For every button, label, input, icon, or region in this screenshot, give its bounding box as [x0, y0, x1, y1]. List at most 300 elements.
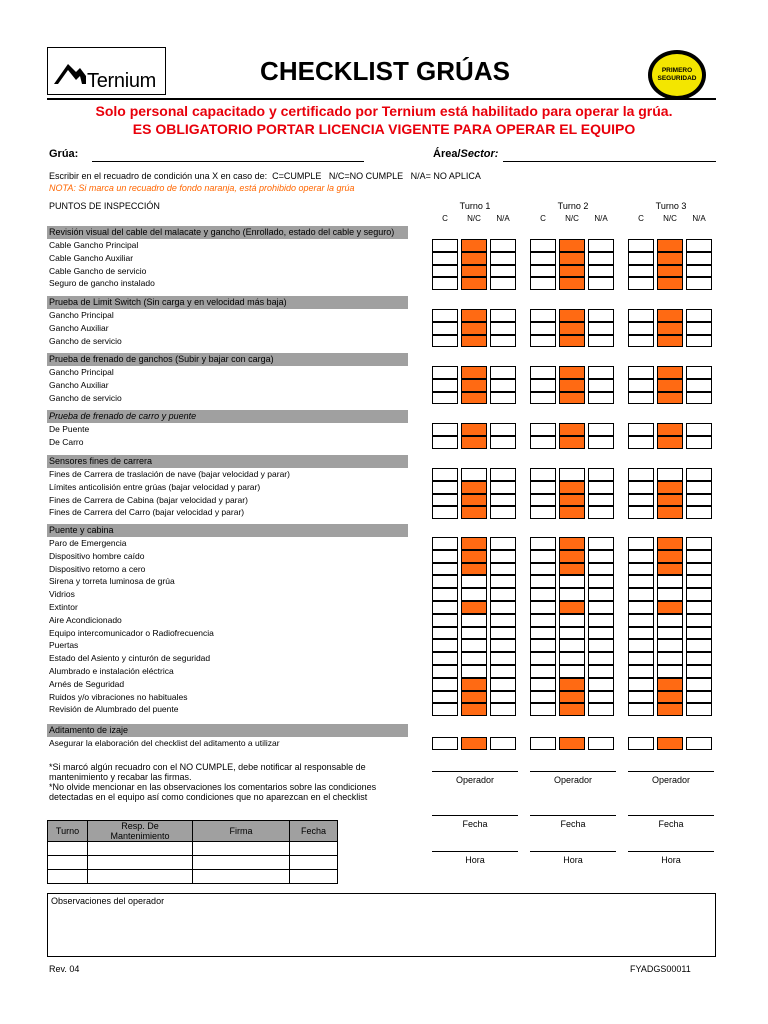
checkbox-c[interactable] [628, 563, 654, 576]
checkbox-na[interactable] [686, 309, 712, 322]
checkbox-na[interactable] [490, 252, 516, 265]
checkbox-c[interactable] [628, 588, 654, 601]
checkbox-nc[interactable] [657, 506, 683, 519]
checkbox-na[interactable] [686, 563, 712, 576]
checkbox-c[interactable] [530, 239, 556, 252]
checkbox-na[interactable] [490, 691, 516, 704]
checkbox-nc[interactable] [657, 366, 683, 379]
checkbox-c[interactable] [432, 481, 458, 494]
checkbox-na[interactable] [686, 678, 712, 691]
checkbox-na[interactable] [686, 639, 712, 652]
checkbox-nc[interactable] [657, 322, 683, 335]
checkbox-na[interactable] [490, 614, 516, 627]
checkbox-na[interactable] [490, 379, 516, 392]
checkbox-c[interactable] [628, 265, 654, 278]
checkbox-na[interactable] [490, 665, 516, 678]
checkbox-na[interactable] [490, 703, 516, 716]
checkbox-nc[interactable] [559, 678, 585, 691]
checkbox-nc[interactable] [559, 652, 585, 665]
checkbox-c[interactable] [628, 239, 654, 252]
checkbox-na[interactable] [490, 550, 516, 563]
checkbox-c[interactable] [628, 614, 654, 627]
checkbox-c[interactable] [530, 366, 556, 379]
instructions: Escribir en el recuadro de condición una X en caso de: C=CUMPLE N/C=NO CUMPLE N/A= NO APLICA [49, 171, 481, 181]
checkbox-nc[interactable] [559, 665, 585, 678]
checkbox-nc[interactable] [657, 481, 683, 494]
checkbox-na[interactable] [588, 494, 614, 507]
checkbox-na[interactable] [686, 627, 712, 640]
checkbox-na[interactable] [686, 265, 712, 278]
operador-line-3[interactable] [628, 771, 714, 772]
checkbox-c[interactable] [628, 322, 654, 335]
checkbox-na[interactable] [686, 277, 712, 290]
checkbox-nc[interactable] [559, 627, 585, 640]
checkbox-na[interactable] [588, 678, 614, 691]
checkbox-na[interactable] [490, 737, 516, 750]
checkbox-c[interactable] [628, 550, 654, 563]
checkbox-c[interactable] [432, 588, 458, 601]
checkbox-c[interactable] [530, 423, 556, 436]
checkbox-na[interactable] [686, 588, 712, 601]
checkbox-c[interactable] [432, 379, 458, 392]
checkbox-nc[interactable] [461, 563, 487, 576]
badge-line2: SEGURIDAD [657, 75, 697, 82]
checkbox-nc[interactable] [461, 423, 487, 436]
checkbox-c[interactable] [628, 481, 654, 494]
checkbox-nc[interactable] [657, 309, 683, 322]
checkbox-na[interactable] [490, 575, 516, 588]
checkbox-na[interactable] [588, 379, 614, 392]
checkbox-nc[interactable] [559, 468, 585, 481]
checkbox-na[interactable] [490, 537, 516, 550]
observaciones-box[interactable] [47, 893, 716, 957]
checkbox-na[interactable] [588, 691, 614, 704]
checkbox-c[interactable] [628, 436, 654, 449]
checkbox-nc[interactable] [657, 335, 683, 348]
checkbox-nc[interactable] [461, 678, 487, 691]
checkbox-c[interactable] [530, 703, 556, 716]
checkbox-nc[interactable] [461, 392, 487, 405]
checkbox-nc[interactable] [461, 588, 487, 601]
checkbox-na[interactable] [490, 506, 516, 519]
checkbox-nc[interactable] [461, 506, 487, 519]
checkbox-na[interactable] [490, 366, 516, 379]
checkbox-nc[interactable] [657, 436, 683, 449]
fecha-line-1[interactable] [432, 815, 518, 816]
checkbox-nc[interactable] [559, 601, 585, 614]
checkbox-nc[interactable] [559, 481, 585, 494]
checkbox-nc[interactable] [657, 239, 683, 252]
checkbox-c[interactable] [432, 423, 458, 436]
checkbox-na[interactable] [588, 423, 614, 436]
checkbox-na[interactable] [686, 614, 712, 627]
checkbox-na[interactable] [490, 601, 516, 614]
checkbox-nc[interactable] [461, 665, 487, 678]
checkbox-na[interactable] [490, 588, 516, 601]
checkbox-nc[interactable] [461, 468, 487, 481]
checkbox-c[interactable] [628, 703, 654, 716]
checkbox-nc[interactable] [461, 737, 487, 750]
checkbox-c[interactable] [432, 652, 458, 665]
checkbox-na[interactable] [686, 252, 712, 265]
checkbox-c[interactable] [530, 550, 556, 563]
checkbox-nc[interactable] [559, 550, 585, 563]
checkbox-nc[interactable] [657, 379, 683, 392]
checkbox-nc[interactable] [559, 506, 585, 519]
hora-line-2[interactable] [530, 851, 616, 852]
checkbox-nc[interactable] [657, 601, 683, 614]
operador-line-1[interactable] [432, 771, 518, 772]
checkbox-nc[interactable] [461, 277, 487, 290]
checkbox-c[interactable] [530, 691, 556, 704]
checkbox-na[interactable] [490, 239, 516, 252]
checkbox-na[interactable] [490, 639, 516, 652]
checkbox-na[interactable] [490, 309, 516, 322]
checkbox-na[interactable] [588, 322, 614, 335]
checkbox-nc[interactable] [559, 423, 585, 436]
checkbox-nc[interactable] [461, 309, 487, 322]
checkbox-na[interactable] [588, 550, 614, 563]
checkbox-c[interactable] [530, 601, 556, 614]
checkbox-na[interactable] [686, 481, 712, 494]
checkbox-na[interactable] [490, 265, 516, 278]
checkbox-na[interactable] [686, 392, 712, 405]
checkbox-nc[interactable] [657, 277, 683, 290]
checkbox-nc[interactable] [461, 652, 487, 665]
checkbox-nc[interactable] [559, 265, 585, 278]
checkbox-nc[interactable] [461, 601, 487, 614]
checkbox-c[interactable] [432, 678, 458, 691]
checkbox-c[interactable] [432, 563, 458, 576]
checkbox-c[interactable] [530, 639, 556, 652]
checkbox-nc[interactable] [559, 335, 585, 348]
checkbox-c[interactable] [530, 575, 556, 588]
checkbox-c[interactable] [432, 575, 458, 588]
checkbox-nc[interactable] [657, 575, 683, 588]
checkbox-nc[interactable] [461, 252, 487, 265]
checkbox-c[interactable] [628, 277, 654, 290]
checkbox-nc[interactable] [559, 322, 585, 335]
checkbox-c[interactable] [530, 737, 556, 750]
checkbox-na[interactable] [490, 335, 516, 348]
checkbox-na[interactable] [588, 665, 614, 678]
checkbox-na[interactable] [588, 392, 614, 405]
checkbox-nc[interactable] [461, 537, 487, 550]
checkbox-na[interactable] [686, 601, 712, 614]
checkbox-na[interactable] [588, 627, 614, 640]
checkbox-nc[interactable] [559, 575, 585, 588]
checkbox-na[interactable] [490, 392, 516, 405]
checkbox-nc[interactable] [559, 366, 585, 379]
checkbox-na[interactable] [490, 481, 516, 494]
checkbox-na[interactable] [588, 563, 614, 576]
checkbox-c[interactable] [530, 537, 556, 550]
checkbox-nc[interactable] [461, 239, 487, 252]
checkbox-nc[interactable] [461, 575, 487, 588]
checkbox-na[interactable] [588, 252, 614, 265]
checkbox-c[interactable] [628, 601, 654, 614]
checkbox-na[interactable] [588, 614, 614, 627]
checkbox-na[interactable] [686, 665, 712, 678]
checkbox-nc[interactable] [559, 537, 585, 550]
checkbox-nc[interactable] [461, 691, 487, 704]
checkbox-c[interactable] [432, 239, 458, 252]
checkbox-na[interactable] [588, 737, 614, 750]
checkbox-nc[interactable] [657, 691, 683, 704]
checkbox-na[interactable] [686, 322, 712, 335]
checkbox-c[interactable] [432, 737, 458, 750]
checkbox-c[interactable] [530, 468, 556, 481]
fecha-line-3[interactable] [628, 815, 714, 816]
checkbox-c[interactable] [628, 494, 654, 507]
checkbox-c[interactable] [530, 335, 556, 348]
checkbox-c[interactable] [432, 691, 458, 704]
checkbox-nc[interactable] [559, 737, 585, 750]
checkbox-c[interactable] [628, 252, 654, 265]
checkbox-c[interactable] [628, 379, 654, 392]
checkbox-c[interactable] [628, 309, 654, 322]
checkbox-nc[interactable] [559, 379, 585, 392]
checkbox-na[interactable] [588, 265, 614, 278]
checkbox-c[interactable] [530, 563, 556, 576]
checkbox-na[interactable] [490, 652, 516, 665]
checkbox-na[interactable] [588, 468, 614, 481]
checkbox-nc[interactable] [559, 277, 585, 290]
checkbox-na[interactable] [686, 691, 712, 704]
inspection-item: Seguro de gancho instalado [49, 278, 155, 289]
checkbox-c[interactable] [628, 639, 654, 652]
checkbox-na[interactable] [686, 703, 712, 716]
checkbox-c[interactable] [432, 366, 458, 379]
checkbox-na[interactable] [588, 601, 614, 614]
checkbox-nc[interactable] [559, 436, 585, 449]
checkbox-na[interactable] [588, 537, 614, 550]
checkbox-c[interactable] [432, 614, 458, 627]
checkbox-nc[interactable] [657, 537, 683, 550]
checkbox-c[interactable] [628, 737, 654, 750]
checkbox-na[interactable] [686, 436, 712, 449]
checkbox-c[interactable] [432, 703, 458, 716]
checkbox-nc[interactable] [461, 481, 487, 494]
checkbox-na[interactable] [588, 366, 614, 379]
checkbox-c[interactable] [530, 614, 556, 627]
checkbox-na[interactable] [686, 468, 712, 481]
checkbox-nc[interactable] [559, 703, 585, 716]
checkbox-nc[interactable] [461, 614, 487, 627]
checkbox-nc[interactable] [559, 494, 585, 507]
checkbox-na[interactable] [686, 652, 712, 665]
checkbox-na[interactable] [588, 652, 614, 665]
checkbox-nc[interactable] [461, 436, 487, 449]
checkbox-na[interactable] [686, 335, 712, 348]
checkbox-na[interactable] [686, 366, 712, 379]
checkbox-nc[interactable] [461, 265, 487, 278]
checkbox-na[interactable] [490, 277, 516, 290]
checkbox-c[interactable] [432, 665, 458, 678]
checkbox-c[interactable] [432, 309, 458, 322]
checkbox-nc[interactable] [657, 614, 683, 627]
checkbox-na[interactable] [588, 436, 614, 449]
checkbox-c[interactable] [530, 494, 556, 507]
checkbox-nc[interactable] [657, 494, 683, 507]
checkbox-nc[interactable] [461, 550, 487, 563]
checkbox-c[interactable] [432, 322, 458, 335]
checkbox-na[interactable] [490, 322, 516, 335]
checkbox-c[interactable] [530, 588, 556, 601]
checkbox-c[interactable] [432, 627, 458, 640]
checkbox-na[interactable] [686, 506, 712, 519]
checkbox-nc[interactable] [559, 392, 585, 405]
checkbox-nc[interactable] [461, 703, 487, 716]
checkbox-c[interactable] [530, 392, 556, 405]
checkbox-c[interactable] [432, 639, 458, 652]
checkbox-c[interactable] [432, 550, 458, 563]
checkbox-c[interactable] [628, 575, 654, 588]
checkbox-c[interactable] [530, 652, 556, 665]
checkbox-c[interactable] [530, 322, 556, 335]
checkbox-nc[interactable] [461, 379, 487, 392]
checkbox-na[interactable] [490, 627, 516, 640]
grua-field[interactable] [92, 161, 364, 162]
checkbox-c[interactable] [432, 494, 458, 507]
checkbox-na[interactable] [686, 737, 712, 750]
checkbox-na[interactable] [490, 563, 516, 576]
checkbox-c[interactable] [530, 309, 556, 322]
checkbox-c[interactable] [628, 506, 654, 519]
checkbox-c[interactable] [432, 468, 458, 481]
checkbox-c[interactable] [628, 678, 654, 691]
checkbox-nc[interactable] [657, 563, 683, 576]
checkbox-na[interactable] [490, 436, 516, 449]
checkbox-nc[interactable] [657, 652, 683, 665]
checkbox-c[interactable] [628, 366, 654, 379]
checkbox-na[interactable] [588, 703, 614, 716]
checkbox-nc[interactable] [559, 563, 585, 576]
checkbox-na[interactable] [490, 494, 516, 507]
checkbox-nc[interactable] [559, 691, 585, 704]
checkbox-c[interactable] [530, 265, 556, 278]
checkbox-c[interactable] [628, 652, 654, 665]
hora-line-3[interactable] [628, 851, 714, 852]
hora-line-1[interactable] [432, 851, 518, 852]
checkbox-na[interactable] [686, 550, 712, 563]
checkbox-c[interactable] [432, 265, 458, 278]
checkbox-na[interactable] [588, 506, 614, 519]
badge-line1: PRIMERO [661, 67, 693, 74]
checkbox-c[interactable] [628, 423, 654, 436]
checkbox-nc[interactable] [461, 639, 487, 652]
checkbox-na[interactable] [588, 277, 614, 290]
checkbox-na[interactable] [490, 423, 516, 436]
checkbox-nc[interactable] [657, 665, 683, 678]
checkbox-c[interactable] [530, 665, 556, 678]
header-rule [47, 98, 716, 100]
checkbox-c[interactable] [628, 627, 654, 640]
checkbox-nc[interactable] [559, 588, 585, 601]
checkbox-c[interactable] [432, 335, 458, 348]
checkbox-nc[interactable] [559, 252, 585, 265]
checkbox-c[interactable] [530, 506, 556, 519]
checkbox-c[interactable] [530, 627, 556, 640]
checkbox-na[interactable] [588, 575, 614, 588]
checkbox-na[interactable] [588, 481, 614, 494]
checkbox-c[interactable] [628, 335, 654, 348]
checkbox-nc[interactable] [461, 335, 487, 348]
checkbox-na[interactable] [588, 588, 614, 601]
checkbox-c[interactable] [530, 481, 556, 494]
checkbox-na[interactable] [588, 335, 614, 348]
checkbox-nc[interactable] [657, 639, 683, 652]
checkbox-na[interactable] [686, 575, 712, 588]
checkbox-nc[interactable] [657, 737, 683, 750]
checkbox-nc[interactable] [657, 252, 683, 265]
checkbox-nc[interactable] [657, 468, 683, 481]
checkbox-nc[interactable] [559, 239, 585, 252]
checkbox-c[interactable] [432, 277, 458, 290]
checkbox-nc[interactable] [657, 588, 683, 601]
checkbox-c[interactable] [432, 537, 458, 550]
checkbox-na[interactable] [588, 309, 614, 322]
checkbox-c[interactable] [432, 252, 458, 265]
checkbox-na[interactable] [588, 239, 614, 252]
operador-line-2[interactable] [530, 771, 616, 772]
checkbox-nc[interactable] [657, 265, 683, 278]
checkbox-na[interactable] [686, 379, 712, 392]
checkbox-nc[interactable] [657, 703, 683, 716]
checkbox-nc[interactable] [559, 614, 585, 627]
section-header: Prueba de frenado de carro y puente [47, 410, 408, 423]
checkbox-nc[interactable] [657, 550, 683, 563]
checkbox-na[interactable] [686, 494, 712, 507]
checkbox-na[interactable] [588, 639, 614, 652]
checkbox-c[interactable] [628, 468, 654, 481]
checkbox-nc[interactable] [657, 423, 683, 436]
checkbox-c[interactable] [432, 436, 458, 449]
checkbox-c[interactable] [530, 252, 556, 265]
checkbox-c[interactable] [530, 379, 556, 392]
checkbox-c[interactable] [530, 436, 556, 449]
col-firma: Firma [193, 821, 290, 842]
inspection-item: Gancho de servicio [49, 335, 122, 346]
checkbox-c[interactable] [628, 691, 654, 704]
checkbox-c[interactable] [432, 601, 458, 614]
checkbox-c[interactable] [628, 537, 654, 550]
checkbox-c[interactable] [530, 277, 556, 290]
checkbox-nc[interactable] [461, 494, 487, 507]
checkbox-c[interactable] [432, 506, 458, 519]
checkbox-c[interactable] [628, 392, 654, 405]
checkbox-nc[interactable] [657, 627, 683, 640]
checkbox-c[interactable] [530, 678, 556, 691]
operador-label: Operador [455, 775, 495, 785]
checkbox-nc[interactable] [657, 678, 683, 691]
checkbox-na[interactable] [686, 537, 712, 550]
checkbox-na[interactable] [490, 468, 516, 481]
checkbox-na[interactable] [686, 423, 712, 436]
area-sector-field[interactable] [503, 161, 716, 162]
checkbox-nc[interactable] [461, 627, 487, 640]
checkbox-na[interactable] [686, 239, 712, 252]
checkbox-na[interactable] [490, 678, 516, 691]
checkbox-nc[interactable] [559, 309, 585, 322]
checkbox-nc[interactable] [657, 392, 683, 405]
checkbox-nc[interactable] [559, 639, 585, 652]
checkbox-c[interactable] [432, 392, 458, 405]
checkbox-nc[interactable] [461, 366, 487, 379]
checkbox-nc[interactable] [461, 322, 487, 335]
checkbox-c[interactable] [628, 665, 654, 678]
fecha-line-2[interactable] [530, 815, 616, 816]
